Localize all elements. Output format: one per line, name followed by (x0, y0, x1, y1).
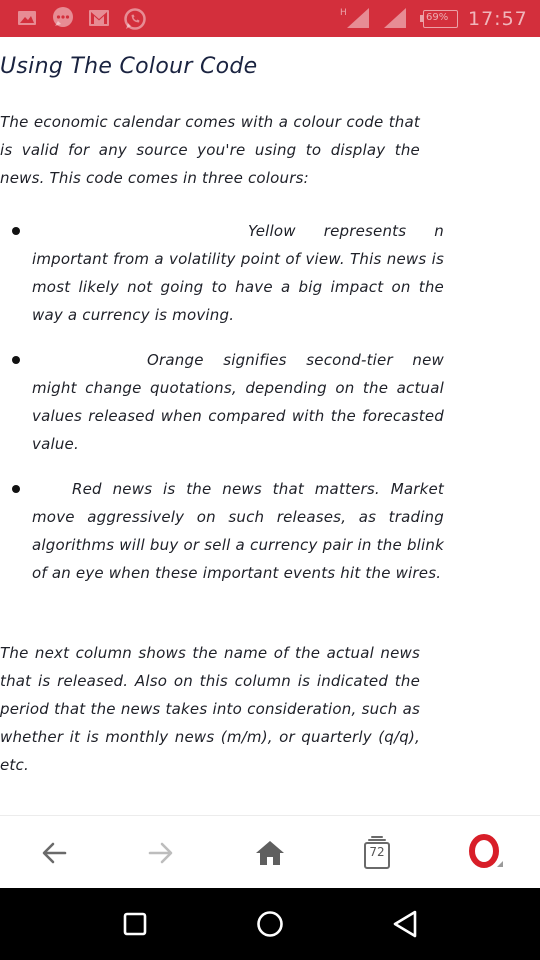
bullet-text: Yellow represents n important from a volatility point of view. This news is most likely not going to have a big impact on the way a currency is moving. (32, 222, 444, 324)
article-content (0, 37, 540, 815)
system-home-button[interactable] (230, 888, 310, 960)
opera-menu-button[interactable] (456, 816, 516, 889)
network-type-label: H (340, 8, 347, 18)
bullet-dot (12, 356, 20, 364)
bullet-text: Red news is the news that matters. Market move aggressively on such releases, as trading algorithms will buy or sell a currency pair in the blink of an eye when these important events hit the wires. (32, 480, 444, 582)
bullet-dot (12, 485, 20, 493)
columns-paragraph: The next column shows the name of the actual news that is released. Also on this column is indicated the period that the news takes into consideration, such as whether it is monthly news (m/m), or quarterly (q/q), etc. (0, 644, 420, 774)
opera-logo-icon (466, 833, 506, 873)
home-icon (254, 839, 286, 867)
tab-count: 72 (369, 845, 385, 859)
gmail-icon (88, 9, 110, 27)
back-triangle-icon (391, 909, 419, 939)
back-arrow-icon (40, 841, 68, 865)
cell-signal-icon (338, 6, 370, 30)
system-nav-bar (0, 888, 540, 960)
status-clock: 17:57 (468, 8, 528, 30)
image-icon (17, 10, 37, 26)
battery-level: 69% (426, 12, 449, 23)
cell-signal-icon-2 (379, 6, 407, 30)
browser-toolbar (0, 815, 540, 889)
intro-paragraph: The economic calendar comes with a colour code that is valid for any source you're using to display the news. This code comes in three colours: (0, 113, 420, 187)
forward-arrow-icon (147, 841, 175, 865)
recent-apps-icon (122, 911, 148, 937)
bullet-dot (12, 227, 20, 235)
tabs-button[interactable] (347, 816, 407, 889)
system-back-button[interactable] (365, 888, 445, 960)
bullet-text: Orange signifies second-tier new might change quotations, depending on the actual values released when compared with the forecasted value. (32, 351, 444, 453)
whatsapp-icon (123, 7, 147, 31)
list-item (32, 475, 444, 587)
home-circle-icon (255, 909, 285, 939)
battery-icon (420, 10, 460, 28)
back-button[interactable] (24, 816, 84, 889)
chat-bubble-icon (51, 6, 75, 30)
recent-apps-button[interactable] (95, 888, 175, 960)
article-title: Using The Colour Code (0, 54, 258, 79)
forward-button[interactable] (131, 816, 191, 889)
list-item (32, 346, 444, 458)
list-item (32, 217, 444, 329)
status-bar (0, 0, 540, 37)
home-button[interactable] (240, 816, 300, 889)
